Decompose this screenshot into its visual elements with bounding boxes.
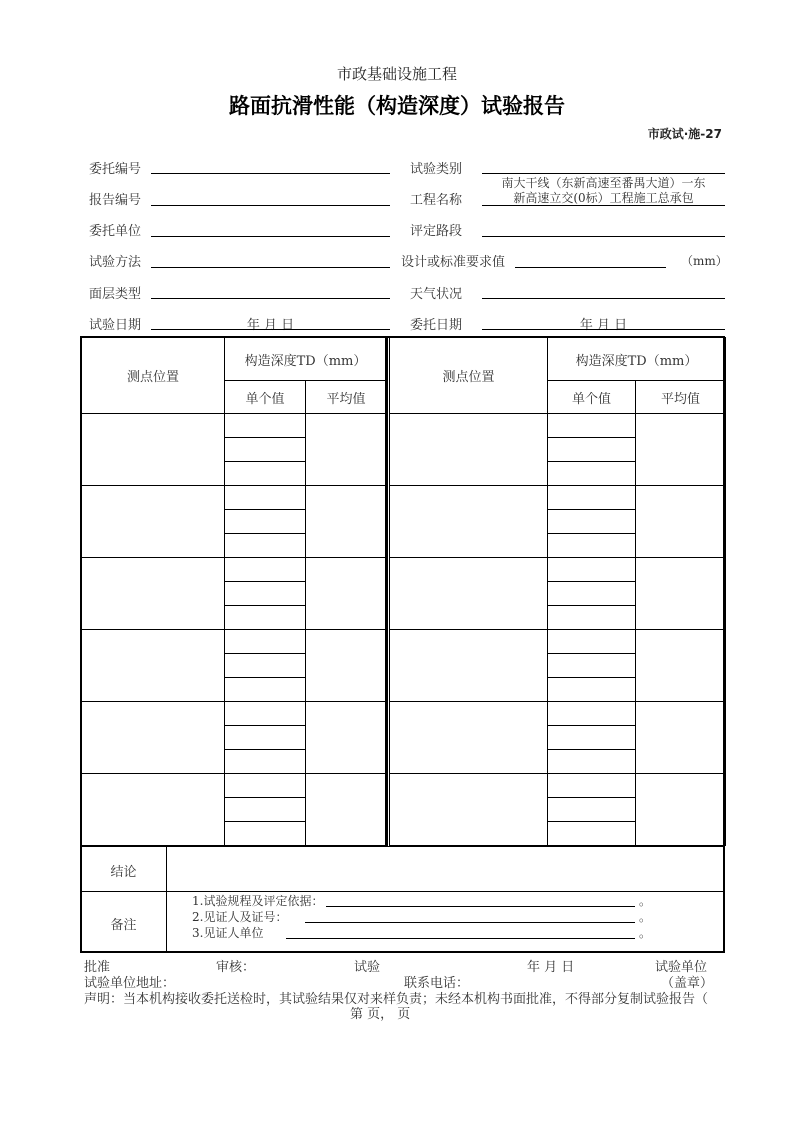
test-unit-label: 试验单位 (655, 960, 708, 975)
design-value-label: 设计或标准要求值 (401, 255, 506, 270)
single-cell[interactable] (225, 678, 306, 702)
avg-cell[interactable] (636, 486, 726, 558)
test-date-label: 试验日期 (89, 318, 142, 333)
report-no-label: 报告编号 (89, 193, 142, 208)
avg-cell[interactable] (636, 702, 726, 774)
depth-header-left: 构造深度TD（mm） (225, 338, 387, 381)
project-name-field[interactable] (482, 205, 725, 206)
single-cell[interactable] (225, 462, 306, 486)
single-cell[interactable] (548, 486, 636, 510)
conclusion-remarks-block (81, 846, 725, 953)
phone-label: 联系电话： (404, 976, 470, 991)
single-cell[interactable] (548, 798, 636, 822)
test-method-label: 试验方法 (89, 255, 142, 270)
single-cell[interactable] (548, 534, 636, 558)
single-cell[interactable] (225, 702, 306, 726)
pos-cell[interactable] (390, 630, 548, 702)
pos-cell[interactable] (390, 774, 548, 846)
test-label: 试验 (354, 960, 381, 975)
avg-cell[interactable] (306, 414, 387, 486)
remark-1-field[interactable] (326, 906, 635, 907)
single-cell[interactable] (225, 486, 306, 510)
single-header-right: 单个值 (548, 381, 636, 414)
pos-cell[interactable] (82, 702, 225, 774)
single-cell[interactable] (548, 774, 636, 798)
statement: 声明：当本机构接收委托送检时，其试验结果仅对来样负责；未经本机构书面批准，不得部分复制试验报告（ (84, 992, 709, 1007)
test-date-value: 年 月 日 (246, 318, 295, 333)
remark-2-period: 。 (639, 910, 652, 924)
pos-header-right: 测点位置 (390, 338, 548, 414)
design-unit: （mm） (681, 254, 728, 268)
remark-1: 1.试验规程及评定依据： (192, 894, 324, 908)
client-unit-label: 委托单位 (89, 224, 142, 239)
project-name-line1: 南大干线（东新高速至番禺大道）一东 (501, 176, 706, 190)
pos-cell[interactable] (82, 486, 225, 558)
measurement-table (81, 337, 726, 846)
form-code: 市政试·施-27 (647, 127, 722, 141)
approve-label: 批准 (84, 960, 111, 975)
address-label: 试验单位地址： (84, 976, 176, 991)
single-cell[interactable] (225, 414, 306, 438)
eval-section-field[interactable] (482, 236, 725, 237)
single-cell[interactable] (548, 630, 636, 654)
remark-1-period: 。 (639, 894, 652, 908)
surface-type-label: 面层类型 (89, 287, 142, 302)
avg-cell[interactable] (306, 558, 387, 630)
remark-3-period: 。 (639, 926, 652, 940)
single-cell[interactable] (225, 510, 306, 534)
pos-cell[interactable] (390, 414, 548, 486)
remark-3: 3.见证人单位 (192, 926, 264, 940)
single-cell[interactable] (548, 654, 636, 678)
pos-cell[interactable] (82, 558, 225, 630)
single-cell[interactable] (548, 510, 636, 534)
single-cell[interactable] (225, 750, 306, 774)
avg-cell[interactable] (306, 774, 387, 846)
single-cell[interactable] (548, 678, 636, 702)
project-name-line2: 新高速立交(0标）工程施工总承包 (513, 191, 694, 205)
single-cell[interactable] (225, 774, 306, 798)
weather-label: 天气状况 (410, 287, 463, 302)
pos-cell[interactable] (82, 774, 225, 846)
surface-type-field[interactable] (151, 298, 390, 299)
single-cell[interactable] (225, 798, 306, 822)
commission-date-label: 委托日期 (410, 318, 463, 333)
single-cell[interactable] (548, 558, 636, 582)
seal-label: （盖章） (661, 976, 714, 991)
test-date-field[interactable] (151, 329, 390, 330)
single-cell[interactable] (548, 702, 636, 726)
test-method-field[interactable] (151, 267, 390, 268)
remarks-label: 备注 (110, 918, 137, 933)
single-cell[interactable] (548, 726, 636, 750)
weather-field[interactable] (482, 298, 725, 299)
pos-cell[interactable] (390, 558, 548, 630)
single-cell[interactable] (225, 438, 306, 462)
single-cell[interactable] (225, 726, 306, 750)
depth-header-right: 构造深度TD（mm） (548, 338, 726, 381)
table-center-divider (385, 336, 388, 846)
client-unit-field[interactable] (151, 236, 390, 237)
single-cell[interactable] (225, 558, 306, 582)
avg-cell[interactable] (636, 630, 726, 702)
project-name-label: 工程名称 (410, 193, 463, 208)
remark-2: 2.见证人及证号： (192, 910, 288, 924)
conclusion-field[interactable] (167, 847, 723, 889)
page-title: 路面抗滑性能（构造深度）试验报告 (229, 94, 565, 118)
single-cell[interactable] (225, 654, 306, 678)
report-no-field[interactable] (151, 205, 390, 206)
commission-date-value: 年 月 日 (579, 318, 628, 333)
avg-cell[interactable] (636, 774, 726, 846)
avg-cell[interactable] (306, 630, 387, 702)
single-cell[interactable] (548, 582, 636, 606)
single-cell[interactable] (548, 438, 636, 462)
design-value-field[interactable] (515, 267, 666, 268)
single-cell[interactable] (225, 822, 306, 846)
commission-no-label: 委托编号 (89, 162, 142, 177)
single-cell[interactable] (548, 822, 636, 846)
avg-header-left: 平均值 (306, 381, 387, 414)
commission-no-field[interactable] (151, 173, 390, 174)
single-cell[interactable] (225, 606, 306, 630)
avg-cell[interactable] (636, 414, 726, 486)
footer-date: 年 月 日 (527, 960, 575, 975)
single-cell[interactable] (548, 750, 636, 774)
avg-cell[interactable] (306, 486, 387, 558)
pos-cell[interactable] (82, 414, 225, 486)
test-type-label: 试验类别 (410, 162, 463, 177)
remark-3-field[interactable] (286, 938, 635, 939)
avg-cell[interactable] (306, 702, 387, 774)
review-label: 审核： (216, 960, 256, 975)
single-cell[interactable] (225, 630, 306, 654)
pos-cell[interactable] (390, 702, 548, 774)
pos-header-left: 测点位置 (82, 338, 225, 414)
pos-cell[interactable] (82, 630, 225, 702)
single-cell[interactable] (548, 414, 636, 438)
single-cell[interactable] (548, 462, 636, 486)
commission-date-field[interactable] (482, 329, 725, 330)
remark-2-field[interactable] (305, 922, 635, 923)
avg-cell[interactable] (636, 558, 726, 630)
eval-section-label: 评定路段 (410, 224, 463, 239)
conclusion-label: 结论 (110, 865, 137, 880)
pos-cell[interactable] (390, 486, 548, 558)
single-header-left: 单个值 (225, 381, 306, 414)
single-cell[interactable] (548, 606, 636, 630)
page-indicator: 第 页， 页 (350, 1007, 411, 1022)
single-cell[interactable] (225, 534, 306, 558)
single-cell[interactable] (225, 582, 306, 606)
avg-header-right: 平均值 (636, 381, 726, 414)
super-title: 市政基础设施工程 (336, 65, 457, 83)
